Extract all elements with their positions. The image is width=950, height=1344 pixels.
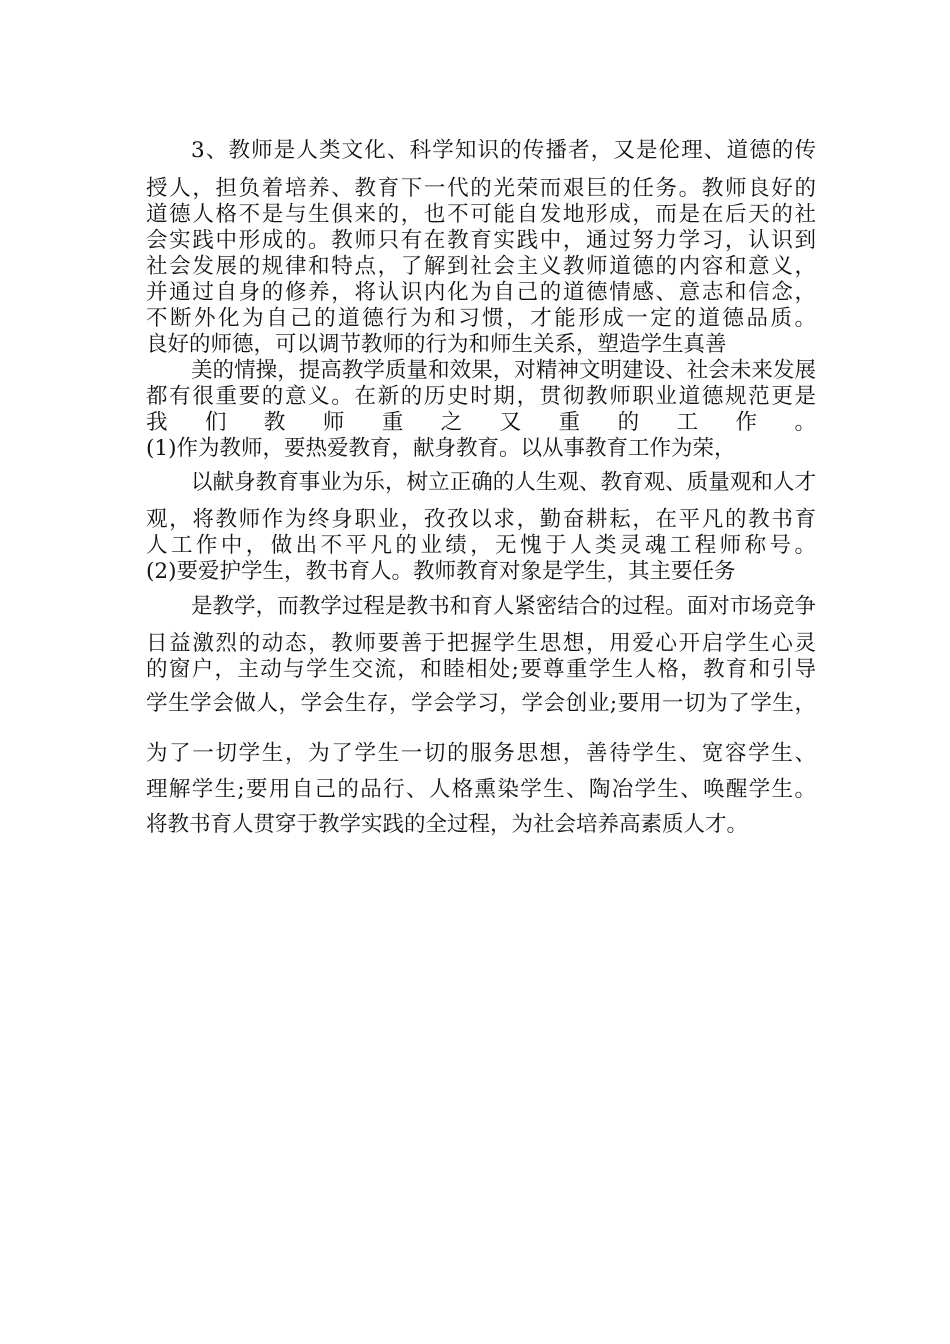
text-line: 道德人格不是与生俱来的，也不可能自发地形成，而是在后天的社 xyxy=(146,202,816,227)
text-line: 为了一切学生，为了学生一切的服务思想，善待学生、宽容学生、 xyxy=(146,741,816,766)
text-line: 学生学会做人，学会生存，学会学习，学会创业;要用一切为了学生， xyxy=(146,691,816,716)
text-line: 会实践中形成的。教师只有在教育实践中，通过努力学习，认识到 xyxy=(146,228,816,253)
text-line: 授人，担负着培养、教育下一代的光荣而艰巨的任务。教师良好的 xyxy=(146,176,816,201)
text-line: 观，将教师作为终身职业，孜孜以求，勤奋耕耘，在平凡的教书育 xyxy=(146,507,816,532)
text-line: 良好的师德，可以调节教师的行为和师生关系，塑造学生真善 xyxy=(146,332,727,357)
text-line: 将教书育人贯穿于教学实践的全过程，为社会培养高素质人才。 xyxy=(146,812,749,837)
text-line: 是教学，而教学过程是教书和育人紧密结合的过程。面对市场竞争 xyxy=(191,594,816,619)
text-line: 人工作中，做出不平凡的业绩，无愧于人类灵魂工程师称号。 xyxy=(146,533,816,558)
text-line: 日益激烈的动态，教师要善于把握学生思想，用爱心开启学生心灵 xyxy=(146,631,816,656)
text-line: 并通过自身的修养，将认识内化为自己的道德情感、意志和信念， xyxy=(146,280,816,305)
text-line: 3、教师是人类文化、科学知识的传播者，又是伦理、道德的传 xyxy=(191,138,816,163)
text-line: 美的情操，提高教学质量和效果，对精神文明建设、社会未来发展 xyxy=(191,358,816,383)
text-line: (1)作为教师，要热爱教育，献身教育。以从事教育工作为荣， xyxy=(146,436,736,461)
text-line: 的窗户，主动与学生交流，和睦相处;要尊重学生人格，教育和引导 xyxy=(146,657,816,682)
text-line: 理解学生;要用自己的品行、人格熏染学生、陶冶学生、唤醒学生。 xyxy=(146,777,816,802)
text-line: (2)要爱护学生，教书育人。教师教育对象是学生，其主要任务 xyxy=(146,559,736,584)
text-line: 我们教师重之又重的工作。 xyxy=(146,410,816,435)
text-line: 以献身教育事业为乐，树立正确的人生观、教育观、质量观和人才 xyxy=(191,470,816,495)
text-line: 都有很重要的意义。在新的历史时期，贯彻教师职业道德规范更是 xyxy=(146,384,816,409)
text-line: 不断外化为自己的道德行为和习惯，才能形成一定的道德品质。 xyxy=(146,306,816,331)
text-line: 社会发展的规律和特点，了解到社会主义教师道德的内容和意义， xyxy=(146,254,816,279)
